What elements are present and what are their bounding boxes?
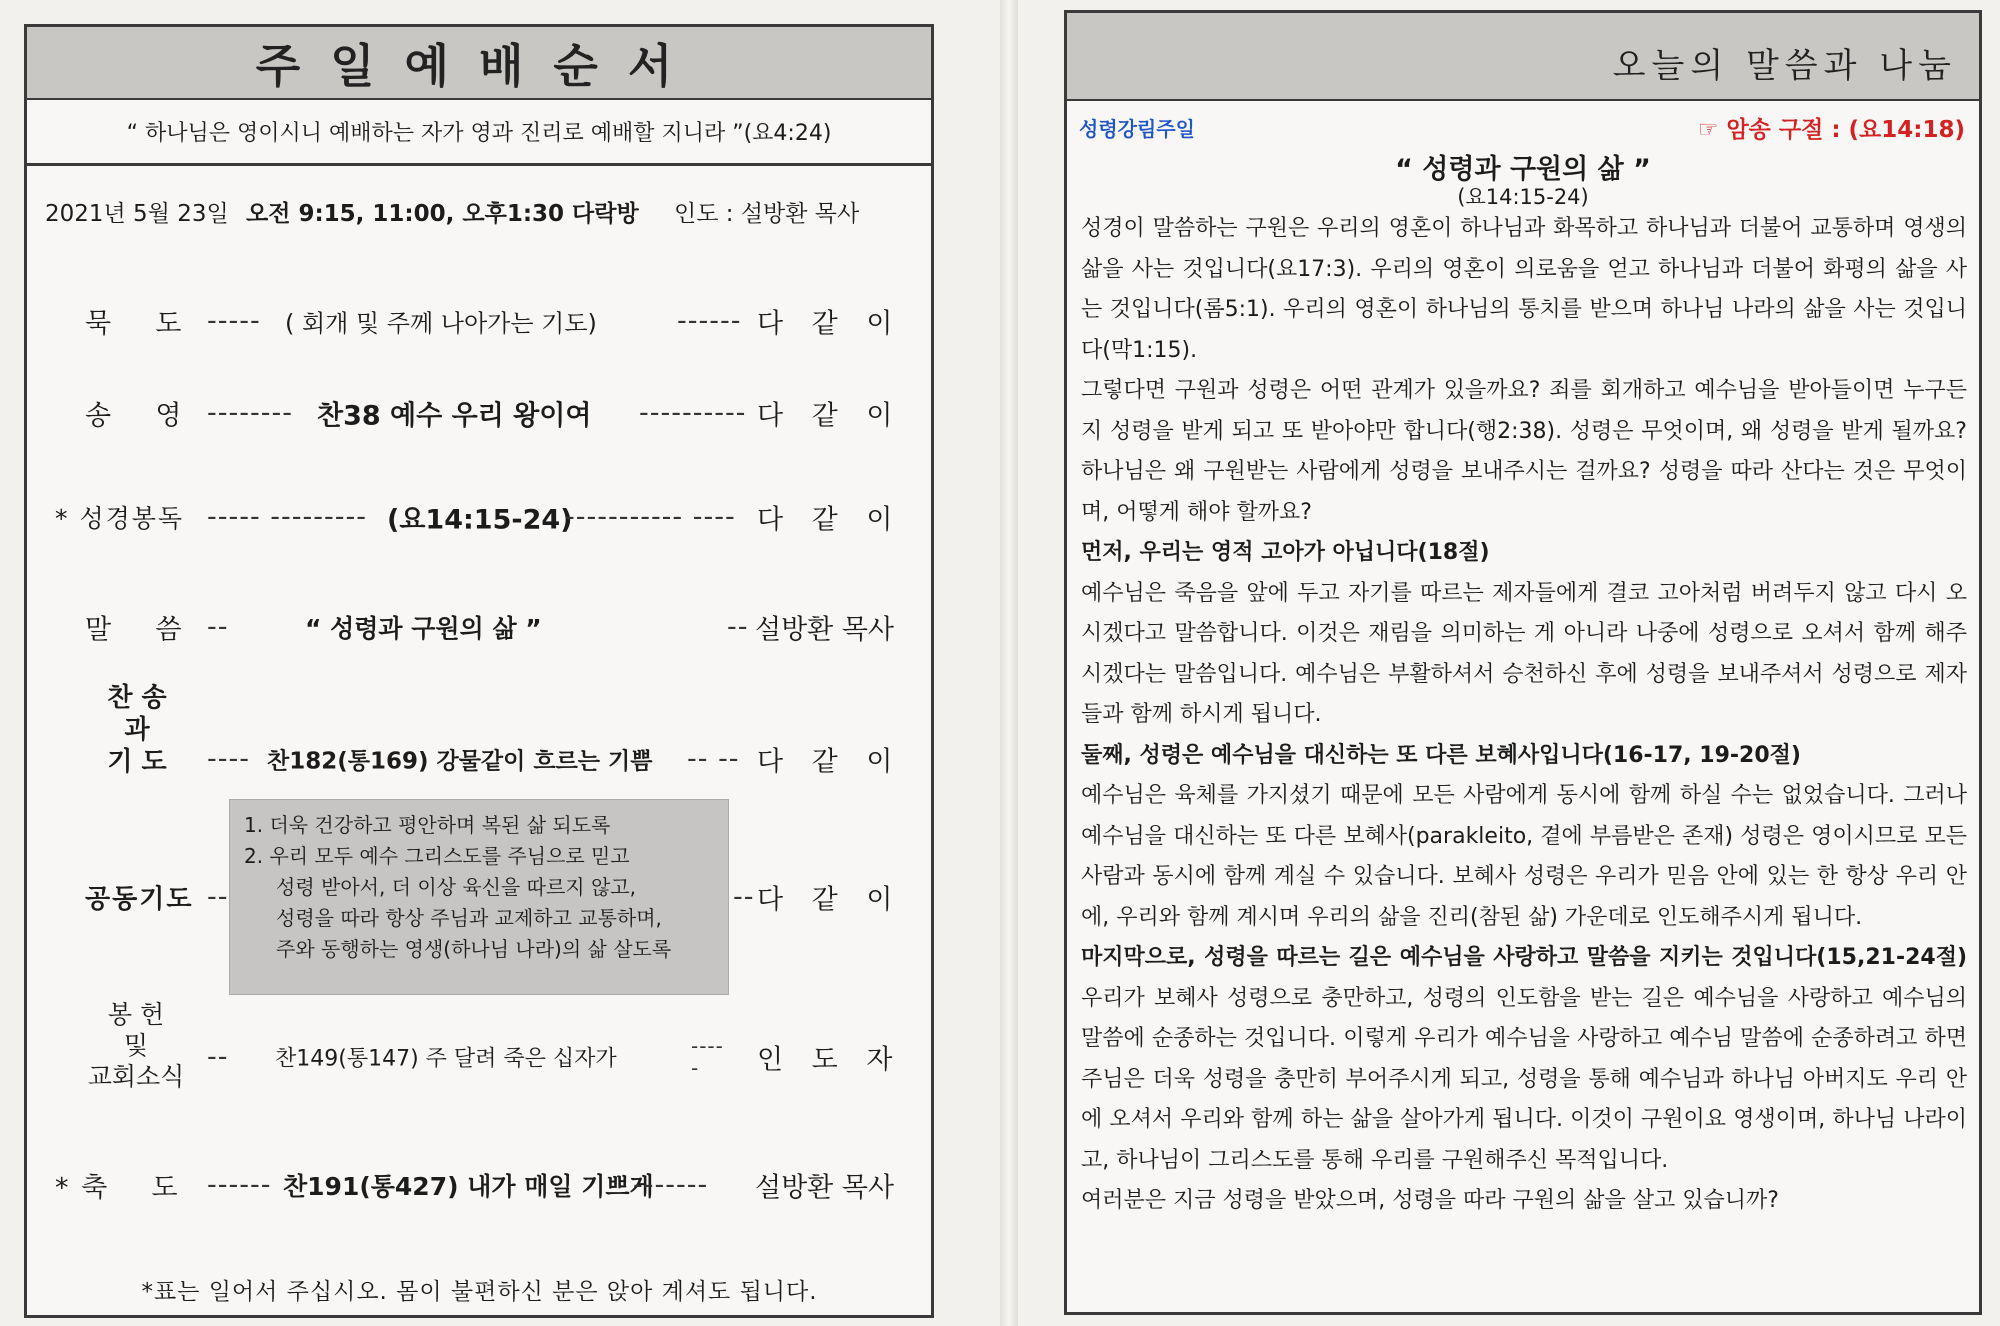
order-row bbox=[27, 729, 932, 789]
service-times: 오전 9:15, 11:00, 오후1:30 다락방 bbox=[246, 201, 639, 227]
order-dash: ----- --------- bbox=[207, 501, 367, 533]
prayer-line: 주와 동행하는 영생(하나님 나라)의 삶 살도록 bbox=[276, 937, 672, 961]
order-label: 공동기도 bbox=[85, 884, 194, 915]
order-dash: ----- bbox=[207, 305, 261, 337]
order-content: (요14:15-24) bbox=[387, 504, 573, 536]
page-fold bbox=[1000, 0, 1018, 1326]
order-who: 인 도 자 bbox=[757, 1044, 903, 1076]
order-content: 찬149(통147) 주 달려 죽은 십자가 bbox=[275, 1046, 617, 1072]
prayer-line: 2. 우리 모두 예수 그리스도를 주님으로 믿고 bbox=[244, 844, 630, 868]
order-row bbox=[27, 291, 932, 351]
prayer-line: 성령 받아서, 더 이상 육신을 따르지 않고, bbox=[276, 875, 636, 899]
order-dash: ------ bbox=[207, 1169, 272, 1201]
worship-order-panel bbox=[24, 24, 934, 1318]
sermon-paragraph: 성경이 말씀하는 구원은 우리의 영혼이 하나님과 화목하고 하나님과 더불어 교통하며 영생의 삶을 사는 것입니다(요17:3). 우리의 영혼이 의로움을 얻고 하나님과 더불어 화평의 삶을 사는 것입니다(롬5:1). 우리의 영혼이 하나님의 통치를 받으며 하나님 나라의 삶을 사는 것입니다(막1:15). bbox=[1081, 216, 1967, 363]
scripture-motto: “ 하나님은 영이시니 예배하는 자가 영과 진리로 예배할 지니라 ”(요4:24) bbox=[27, 100, 931, 166]
order-dash: -------- bbox=[207, 397, 293, 429]
order-dash: -- -- bbox=[687, 743, 740, 775]
service-leader: 인도 : 설방환 목사 bbox=[674, 201, 860, 227]
sermon-paragraph: 예수님은 죽음을 앞에 두고 자기를 따르는 제자들에게 결코 고아처럼 버려두지 않고 다시 오시겠다고 말씀합니다. 이것은 재림을 의미하는 게 아니라 나중에 성령으로 오셔서 함께 해주시겠다는 말씀입니다. 예수님은 부활하셔서 승천하신 후에 성령을 보내주셔서 성령으로 제자들과 함께 하시게 됩니다. bbox=[1081, 580, 1967, 727]
order-dash: ---- - bbox=[691, 1034, 724, 1080]
order-dash: -- bbox=[733, 881, 755, 913]
order-content: 찬38 예수 우리 왕이여 bbox=[317, 400, 592, 432]
order-row bbox=[27, 1155, 932, 1215]
order-dash: ---- bbox=[207, 743, 250, 775]
sermon-heading: 둘째, 성령은 예수님을 대신하는 또 다른 보혜사입니다(16-17, 19-20절) bbox=[1081, 742, 1801, 768]
order-content: 찬191(통427) 내가 매일 기쁘게 bbox=[283, 1172, 654, 1201]
sermon-paragraph: 여러분은 지금 성령을 받았으며, 성령을 따라 구원의 삶을 살고 있습니까? bbox=[1081, 1188, 1779, 1213]
sermon-heading: 먼저, 우리는 영적 고아가 아닙니다(18절) bbox=[1081, 540, 1490, 565]
order-dash: ------ bbox=[677, 305, 742, 337]
sermon-reference: (요14:15-24) bbox=[1457, 185, 1589, 209]
service-date: 2021년 5월 23일 bbox=[45, 201, 229, 227]
order-label: * 축 도 bbox=[55, 1172, 180, 1204]
sermon-panel-title: 오늘의 말씀과 나눔 bbox=[1612, 46, 1957, 86]
order-who: 다 같 이 bbox=[757, 884, 903, 916]
order-content: 찬182(통169) 강물같이 흐르는 기쁨 bbox=[267, 748, 653, 775]
order-who: 다 같 이 bbox=[757, 400, 903, 432]
order-who: 설방환 목사 bbox=[755, 614, 894, 646]
order-row bbox=[27, 597, 932, 657]
memory-verse: ☞ 암송 구절 : (요14:18) bbox=[1697, 117, 1965, 143]
sermon-paragraph: 마지막으로, 성령을 따르는 길은 예수님을 사랑하고 말씀을 지키는 것입니다(15,21-24절) 우리가 보혜사 성령으로 충만하고, 성령의 인도함을 받는 길은 예수님을 사랑하고 예수님의 말씀에 순종하는 것입니다. 이렇게 우리가 예수님을 사랑하고 예수님 말씀에 순종하려고 하면 주님은 더욱 성령을 충만히 부어주시게 되고, 성령을 통해 예수님과 하나님 아버지도 우리 안에 오셔서 우리와 함께 하는 삶을 살아가게 됩니다. 이것이 구원이요 영생이며, 하나님 나라이고, 하나님이 그리스도를 통해 우리를 구원해주신 목적입니다. bbox=[1081, 945, 1967, 1173]
standing-note: *표는 일어서 주십시오. 몸이 불편하신 분은 앉아 계셔도 됩니다. bbox=[141, 1279, 818, 1305]
order-content: “ 성령과 구원의 삶 ” bbox=[305, 614, 542, 643]
order-dash: -- bbox=[207, 881, 229, 913]
order-label: * 성경봉독 bbox=[55, 504, 185, 533]
sermon-title: “ 성령과 구원의 삶 ” bbox=[1395, 154, 1651, 185]
sermon-body bbox=[1081, 209, 1967, 1222]
order-content: ( 회개 및 주께 나아가는 기도) bbox=[285, 309, 597, 338]
order-who: 다 같 이 bbox=[757, 746, 903, 778]
order-dash: -- bbox=[727, 611, 749, 643]
order-dash: -- bbox=[207, 611, 229, 643]
service-info bbox=[45, 195, 859, 228]
sermon-paragraph: 예수님은 육체를 가지셨기 때문에 모든 사람에게 동시에 함께 하실 수는 없었습니다. 그러나 예수님을 대신하는 또 다른 보혜사(parakleito, 곁에 부름받은 존재) 성령은 영이시므로 모든 사람과 동시에 함께 계실 수 있습니다. 보혜사 성령은 우리가 믿음 안에 있는 한 항상 우리 안에, 우리와 함께 계시며 우리의 삶을 진리(참된 삶) 가운데로 인도해주시게 됩니다. bbox=[1081, 783, 1967, 930]
sermon-paragraph: 그렇다면 구원과 성령은 어떤 관계가 있을까요? 죄를 회개하고 예수님을 받아들이면 누구든지 성령을 받게 되고 또 받아야만 합니다(행2:38). 성령은 무엇이며, 왜 성령을 받게 될까요? 하나님은 왜 구원받는 사람에게 성령을 보내주시는 걸까요? 성령을 따라 산다는 것은 무엇이며, 어떻게 해야 할까요? bbox=[1081, 378, 1967, 525]
prayer-line: 1. 더욱 건강하고 평안하며 복된 삶 되도록 bbox=[244, 813, 611, 837]
common-prayer-box bbox=[229, 799, 729, 995]
order-row bbox=[27, 487, 932, 547]
sermon-panel-header bbox=[1067, 13, 1979, 101]
order-who: 설방환 목사 bbox=[755, 1172, 894, 1204]
order-row bbox=[27, 1027, 932, 1087]
order-label: 묵 도 bbox=[85, 308, 184, 340]
order-dash: ---------- bbox=[639, 397, 747, 429]
order-label-hymn-prayer: 찬 송 과 기 도 bbox=[107, 683, 167, 777]
order-label-offering: 봉 헌 및 교회소식 bbox=[87, 1000, 185, 1091]
order-row bbox=[27, 383, 932, 443]
sermon-panel bbox=[1064, 10, 1982, 1315]
prayer-line: 성령을 따라 항상 주님과 교제하고 교통하며, bbox=[276, 906, 662, 930]
order-label: 말 씀 bbox=[85, 614, 184, 646]
order-who: 다 같 이 bbox=[757, 308, 903, 340]
order-who: 다 같 이 bbox=[757, 504, 903, 536]
order-dash: ----------- ---- bbox=[565, 501, 736, 533]
worship-order-title: 주일예배순서 bbox=[27, 27, 931, 100]
liturgical-day: 성령강림주일 bbox=[1079, 117, 1195, 141]
order-label: 송 영 bbox=[85, 400, 184, 432]
order-dash: -- bbox=[207, 1041, 229, 1073]
order-dash: ------- bbox=[633, 1169, 709, 1201]
